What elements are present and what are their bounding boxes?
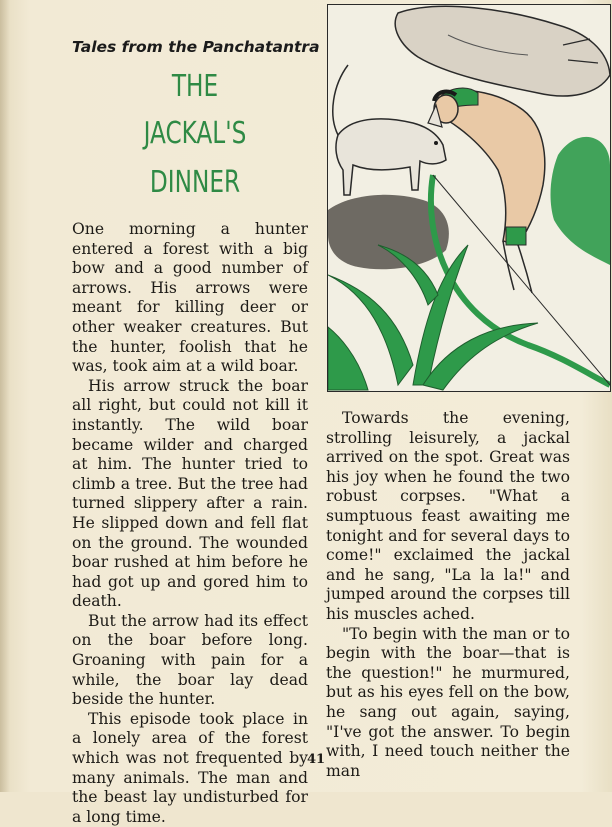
paragraph: "To begin with the man or to begin with the boar—that is the question!" he murmured, but as his eyes fell on the bow, he sang out again, saying, "I've got the answer. To begin with, I need touch neither the man: [326, 624, 570, 780]
story-title-line-1: THE: [171, 69, 219, 104]
series-title: Tales from the Panchatantra: [72, 38, 320, 56]
page-gutter-shadow: [0, 0, 10, 792]
page-number: 41: [306, 752, 326, 767]
paragraph: His arrow struck the boar all right, but could not kill it instantly. The wild boar became wilder and charged at him. The hunter tried to climb a tree. But the tree had turned slippery after a rain. He slipped down and fell flat on the ground. The wounded boar rushed at him before he had got up and gored him to death.: [72, 376, 308, 611]
left-column: [72, 220, 308, 827]
story-title-line-3: DINNER: [149, 165, 241, 200]
paragraph: This episode took place in a lonely area of the forest which was not frequented by many animals. The man and the beast lay undisturbed for a long time.: [72, 709, 308, 826]
paragraph: Towards the evening, strolling leisurely, a jackal arrived on the spot. Great was his joy when he found the two robust corpses. "What a sumptuous feast awaiting me tonight and for several days to come!" exclaimed the jackal and he sang, "La la la!" and jumped around the corpses till his muscles ached.: [326, 409, 570, 623]
paragraph: One morning a hunter entered a forest with a big bow and a good number of arrows. His arrows were meant for killing deer or other weaker creatures. But the hunter, foolish that he was, took aim at a wild boar.: [72, 220, 308, 376]
paragraph: But the arrow had its effect on the boar before long. Groaning with pain for a while, the boar lay dead beside the hunter.: [72, 611, 308, 709]
story-illustration: [327, 4, 611, 392]
right-column: [326, 409, 570, 781]
story-title-line-2: JACKAL'S: [143, 116, 247, 151]
